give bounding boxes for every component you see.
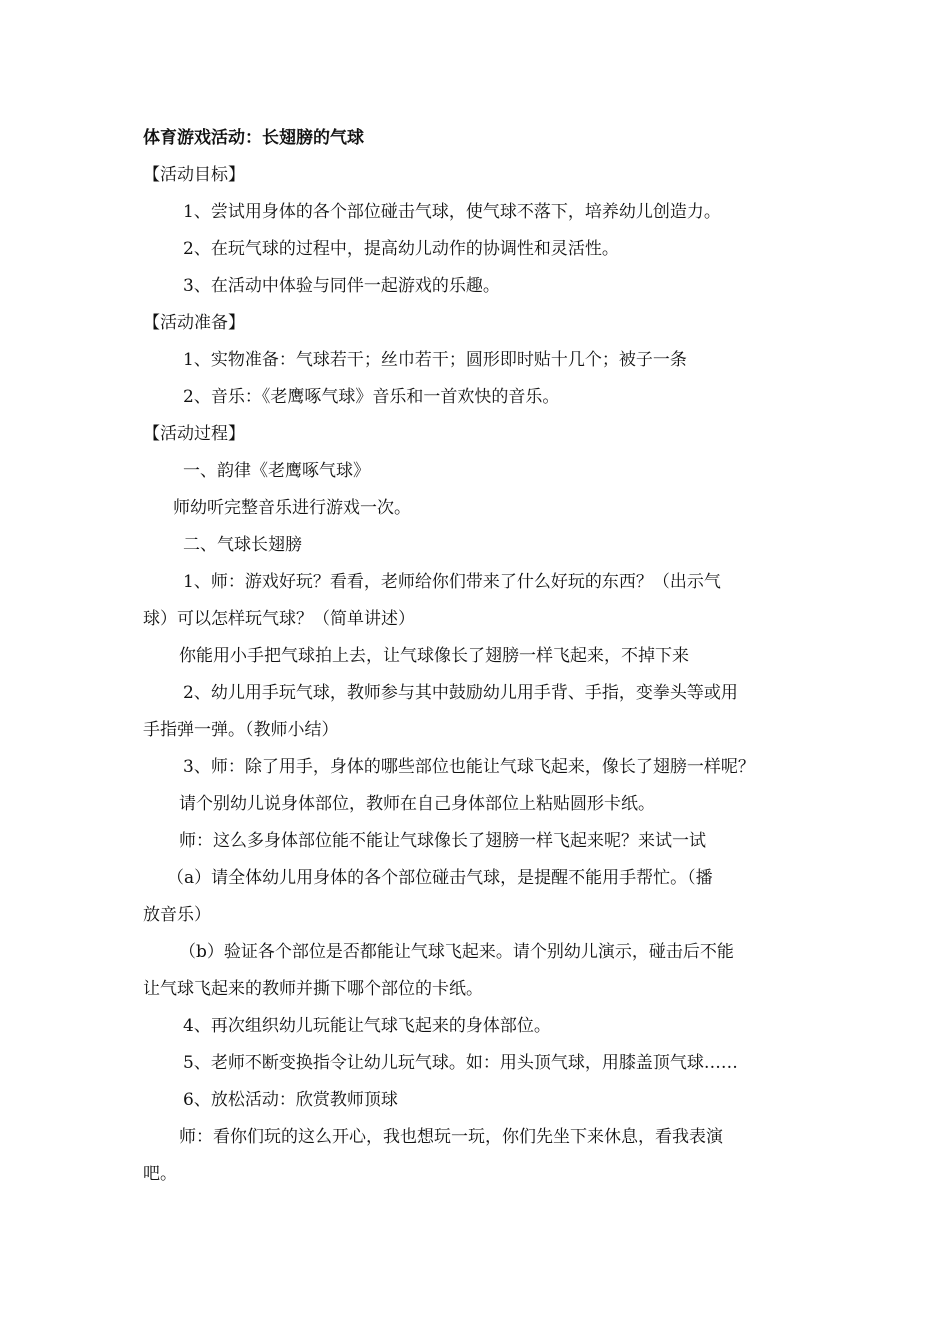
process-line: 吧。 (143, 1164, 177, 1184)
process-line: 6、放松活动：欣赏教师顶球 (183, 1090, 398, 1110)
process-line: 师：看你们玩的这么开心，我也想玩一玩，你们先坐下来休息，看我表演 (179, 1127, 723, 1147)
process-line: 1、师：游戏好玩？看看，老师给你们带来了什么好玩的东西？（出示气 (183, 572, 721, 592)
goal-item-2: 2、在玩气球的过程中，提高幼儿动作的协调性和灵活性。 (183, 239, 619, 259)
process-line: 请个别幼儿说身体部位，教师在自己身体部位上粘贴圆形卡纸。 (179, 794, 655, 814)
preparation-item-2: 2、音乐：《老鹰啄气球》音乐和一首欢快的音乐。 (183, 387, 560, 407)
process-line: 球）可以怎样玩气球？（简单讲述） (143, 609, 415, 629)
goal-item-3: 3、在活动中体验与同伴一起游戏的乐趣。 (183, 276, 500, 296)
process-line: 你能用小手把气球拍上去，让气球像长了翅膀一样飞起来，不掉下来 (179, 646, 689, 666)
process-line: 2、幼儿用手玩气球，教师参与其中鼓励幼儿用手背、手指，变拳头等或用 (183, 683, 738, 703)
process-line: 3、师：除了用手，身体的哪些部位也能让气球飞起来，像长了翅膀一样呢？ (183, 757, 755, 777)
process-line: 师：这么多身体部位能不能让气球像长了翅膀一样飞起来呢？来试一试 (179, 831, 706, 851)
document-title: 体育游戏活动：长翅膀的气球 (143, 128, 364, 148)
section-heading-goals: 【活动目标】 (143, 165, 245, 185)
process-line: 让气球飞起来的教师并撕下哪个部位的卡纸。 (143, 979, 483, 999)
process-line: 5、老师不断变换指令让幼儿玩气球。如：用头顶气球，用膝盖顶气球…… (183, 1053, 738, 1073)
process-line: （b）验证各个部位是否都能让气球飞起来。请个别幼儿演示，碰击后不能 (179, 942, 734, 962)
preparation-item-1: 1、实物准备：气球若干；丝巾若干；圆形即时贴十几个；被子一条 (183, 350, 687, 370)
section-heading-preparation: 【活动准备】 (143, 313, 245, 333)
process-line: 放音乐） (143, 905, 211, 925)
section-heading-process: 【活动过程】 (143, 424, 245, 444)
process-line: 手指弹一弹。（教师小结） (143, 720, 339, 740)
process-line: 一、韵律《老鹰啄气球》 (183, 461, 370, 481)
process-line: 师幼听完整音乐进行游戏一次。 (173, 498, 411, 518)
goal-item-1: 1、尝试用身体的各个部位碰击气球，使气球不落下，培养幼儿创造力。 (183, 202, 721, 222)
process-line: 4、再次组织幼儿玩能让气球飞起来的身体部位。 (183, 1016, 551, 1036)
document-body (143, 120, 813, 1193)
process-line: 二、气球长翅膀 (183, 535, 302, 555)
process-line: （a）请全体幼儿用身体的各个部位碰击气球，是提醒不能用手帮忙。（播 (167, 868, 713, 888)
